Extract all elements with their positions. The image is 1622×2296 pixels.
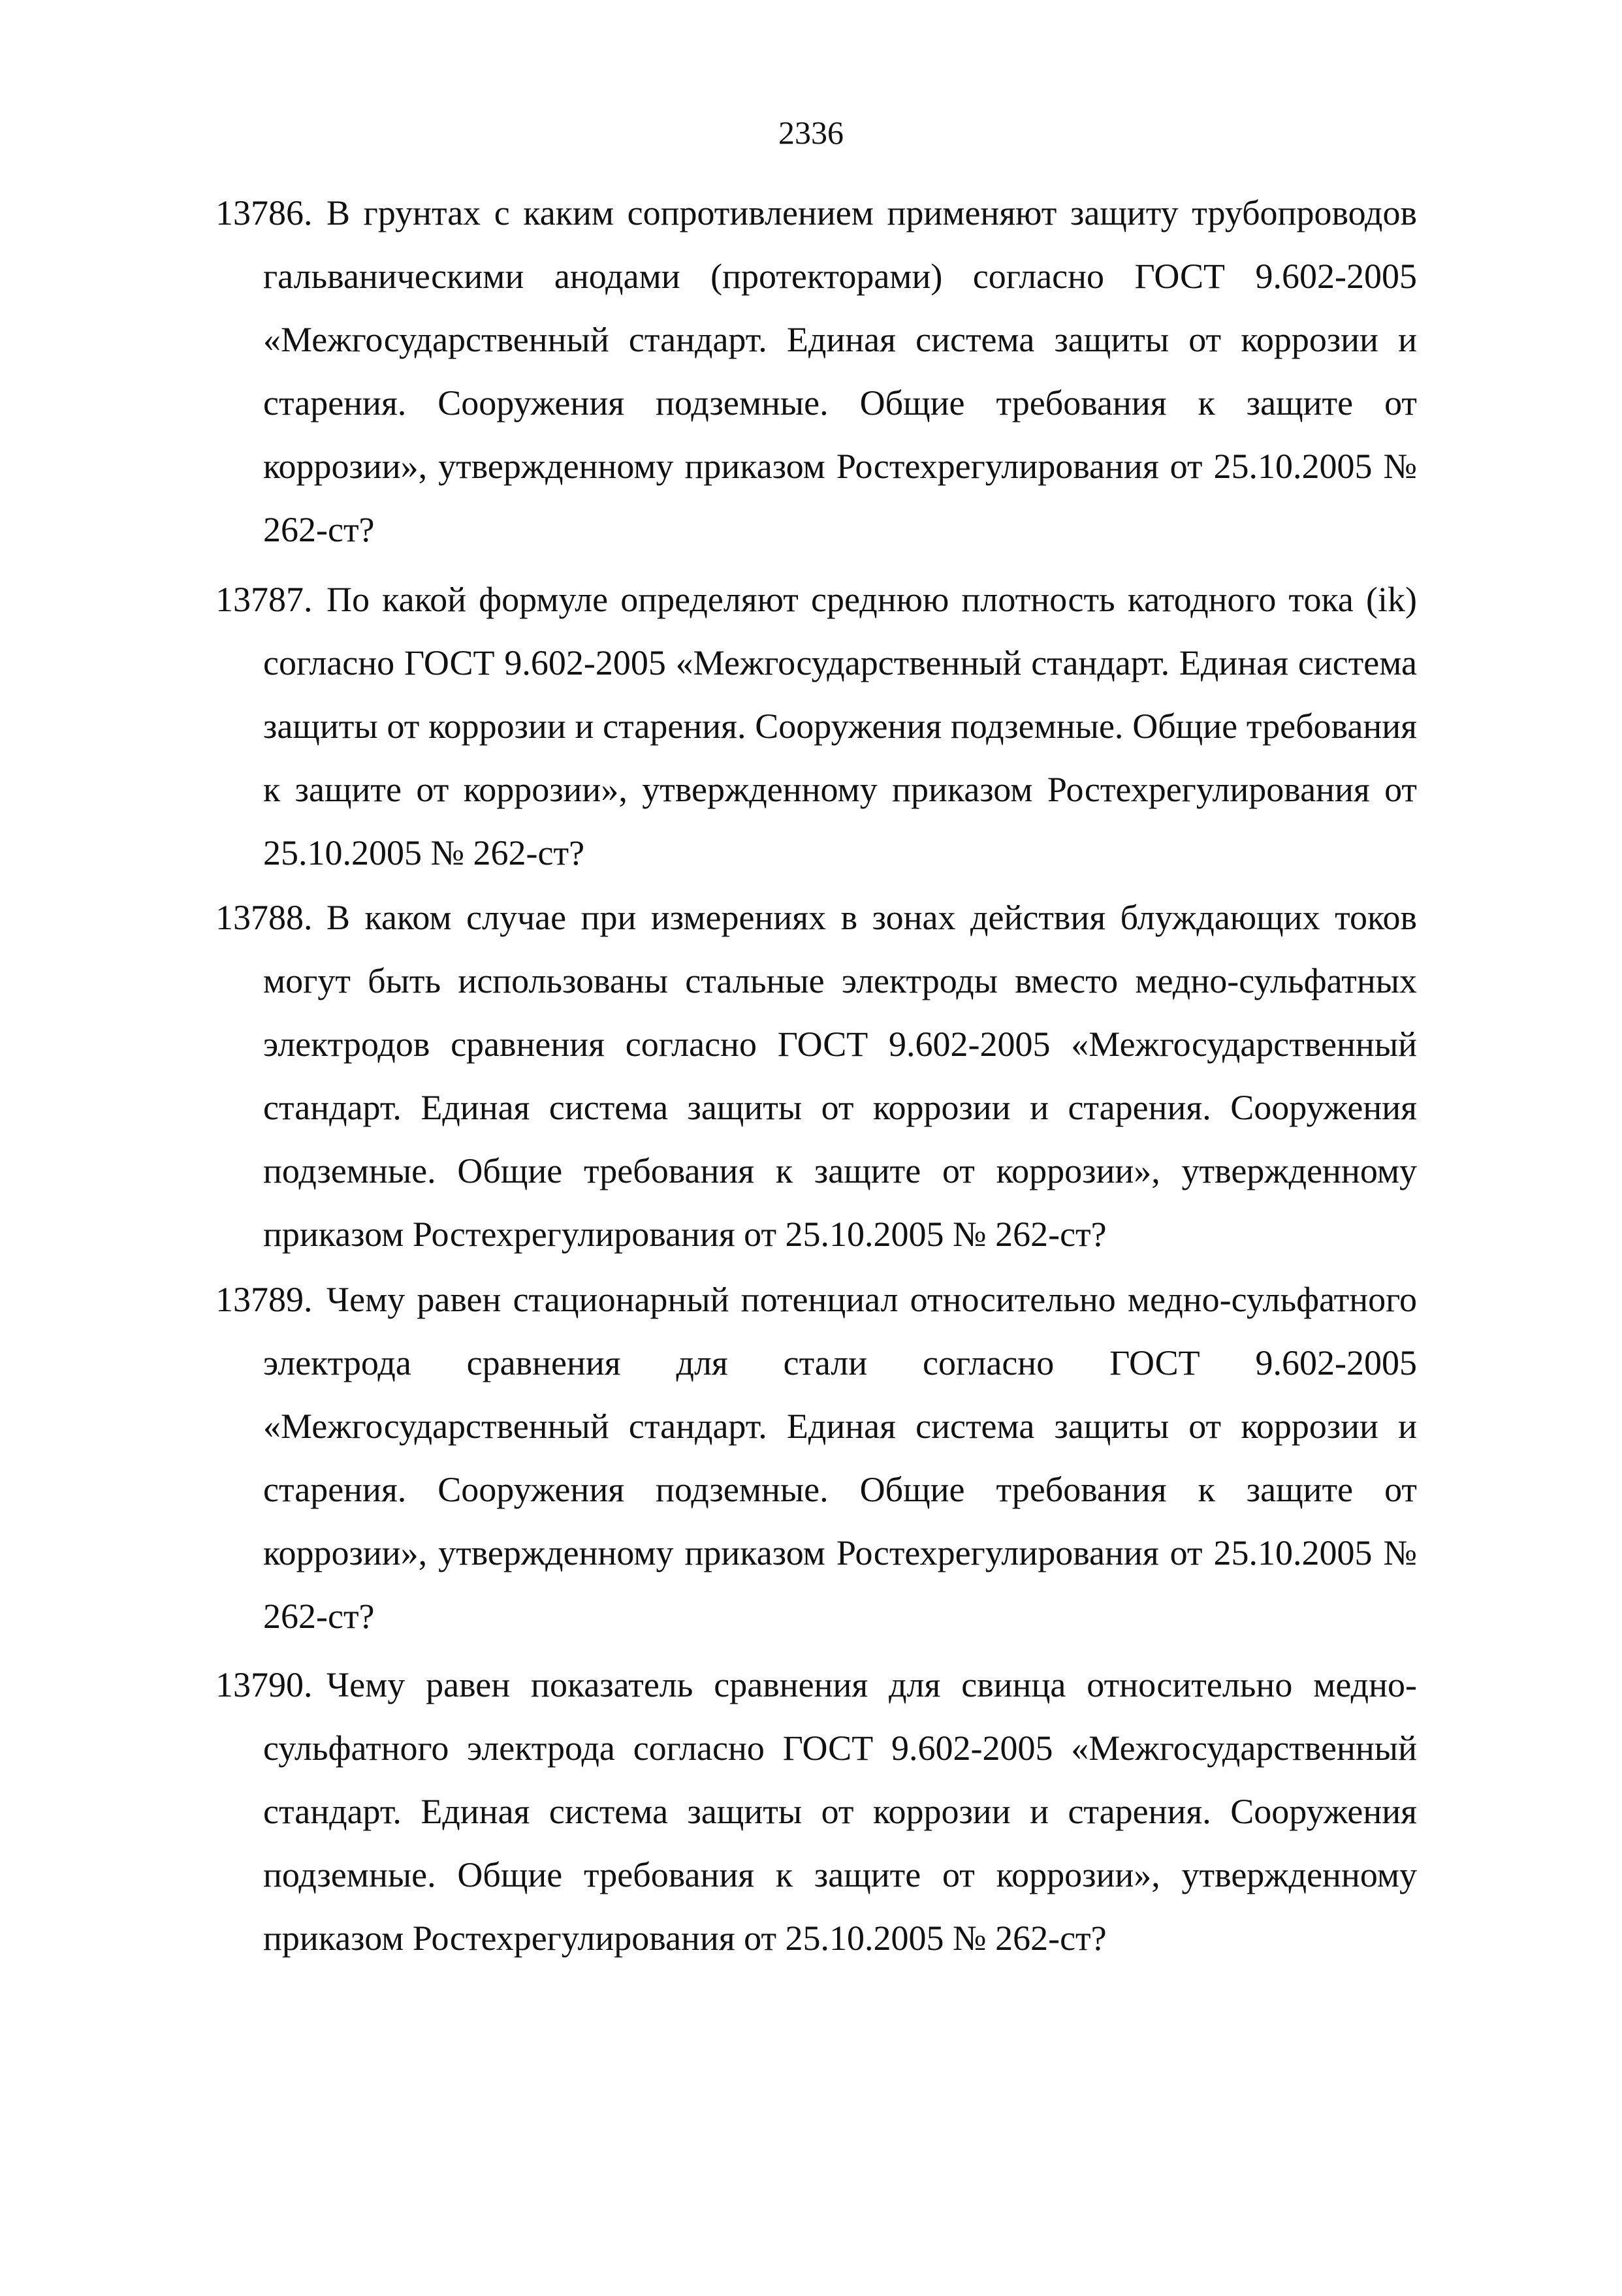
question-text: Чему равен стационарный потенциал относительно медно-сульфатного электрода сравнения для стали согласно ГОСТ 9.602-2005 «Межгосударственный стандарт. Единая система защиты от коррозии и старения. Сооружения подземные. Общие требования к защите от коррозии», утвержденному приказом Ростехрегулирования от 25.10.2005 № 262-ст? [263, 1280, 1417, 1636]
question-text: В грунтах с каким сопротивлением применяют защиту трубопроводов гальваническими анодами (протекторами) согласно ГОСТ 9.602-2005 «Межгосударственный стандарт. Единая система защиты от коррозии и старения. Сооружения подземные. Общие требования к защите от коррозии», утвержденному приказом Ростехрегулирования от 25.10.2005 № 262-ст? [263, 193, 1417, 549]
question-item [215, 182, 1417, 562]
question-item [215, 1268, 1417, 1648]
page-number: 2336 [778, 114, 844, 151]
question-text: Чему равен показатель сравнения для свинца относительно медно-сульфатного электрода согласно ГОСТ 9.602-2005 «Межгосударственный стандарт. Единая система защиты от коррозии и старения. Сооружения подземные. Общие требования к защите от коррозии», утвержденному приказом Ростехрегулирования от 25.10.2005 № 262-ст? [263, 1665, 1417, 1958]
question-number: 13790. [215, 1665, 313, 1704]
question-item [215, 568, 1417, 885]
question-number: 13787. [215, 580, 313, 619]
question-number: 13788. [215, 898, 313, 937]
question-text: По какой формуле определяют среднюю плотность катодного тока (ik) согласно ГОСТ 9.602-2005 «Межгосударственный стандарт. Единая система защиты от коррозии и старения. Сооружения подземные. Общие требования к защите от коррозии», утвержденному приказом Ростехрегулирования от 25.10.2005 № 262-ст? [263, 580, 1417, 872]
question-item [215, 1653, 1417, 1970]
question-number: 13786. [215, 193, 313, 232]
question-text: В каком случае при измерениях в зонах действия блуждающих токов могут быть использованы стальные электроды вместо медно-сульфатных электродов сравнения согласно ГОСТ 9.602-2005 «Межгосударственный стандарт. Единая система защиты от коррозии и старения. Сооружения подземные. Общие требования к защите от коррозии», утвержденному приказом Ростехрегулирования от 25.10.2005 № 262-ст? [263, 898, 1417, 1254]
question-item [215, 886, 1417, 1266]
question-number: 13789. [215, 1280, 313, 1319]
